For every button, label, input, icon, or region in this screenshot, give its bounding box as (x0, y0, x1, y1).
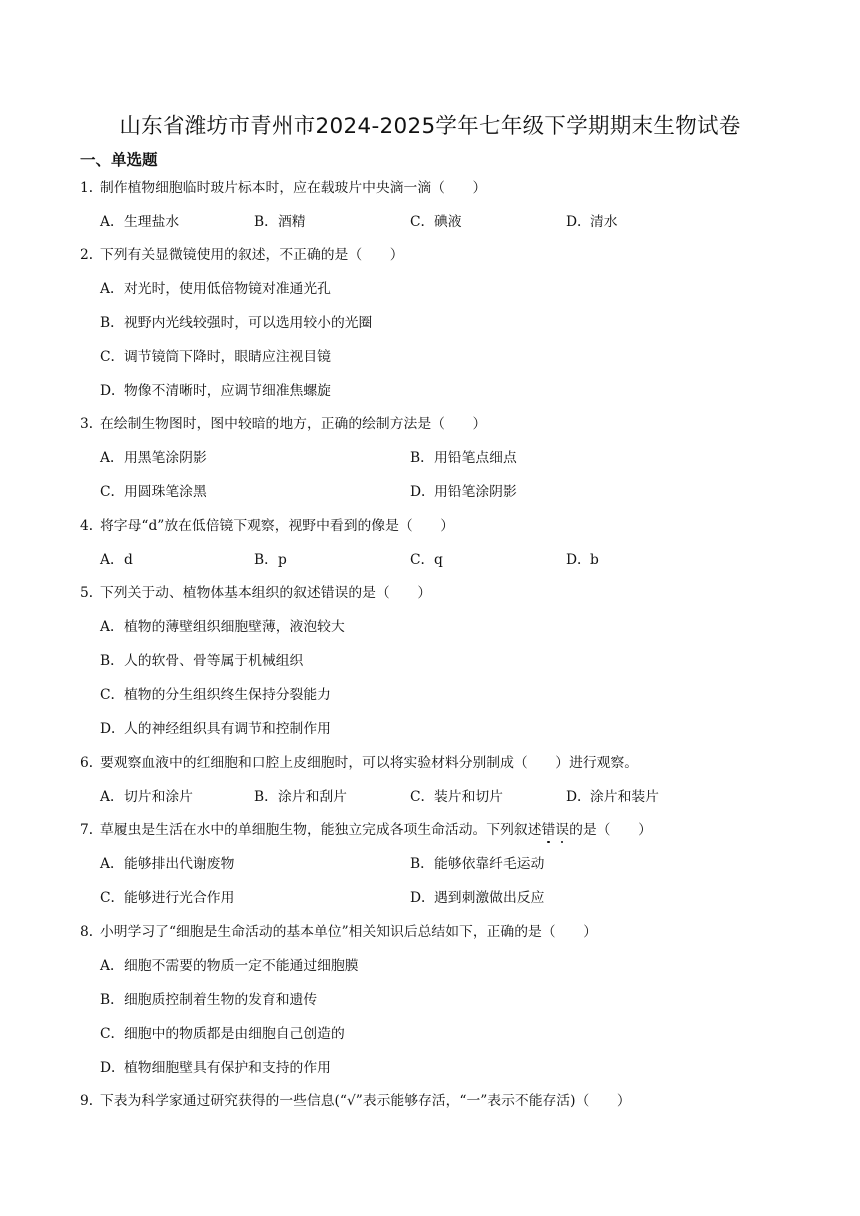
option-5b: B．人的软骨、骨等属于机械组织 (100, 653, 304, 669)
option-1a: A．生理盐水 (100, 214, 180, 230)
section-heading: 一、单选题 (80, 151, 158, 169)
question-4 (80, 515, 454, 537)
question-number: 5． (80, 585, 103, 601)
question-text: 制作植物细胞临时玻片标本时，应在载玻片中央滴一滴（ ） (100, 180, 487, 196)
question-number: 3． (80, 416, 103, 432)
option-3d: D．用铅笔涂阴影 (410, 484, 517, 500)
question-number: 2． (80, 247, 103, 263)
question-7 (80, 819, 652, 841)
option-4d: D．b (566, 552, 599, 568)
question-8 (80, 921, 597, 943)
question-text-end: 的是（ ） (569, 822, 652, 838)
question-number: 8． (80, 924, 103, 940)
question-text: 在绘制生物图时，图中较暗的地方，正确的绘制方法是（ ） (100, 416, 487, 432)
question-text: 将字母“d”放在低倍镜下观察，视野中看到的像是（ ） (100, 518, 455, 534)
option-4c: C．q (410, 552, 443, 568)
question-number: 6． (80, 755, 103, 771)
emphasis-char: 误 (555, 819, 569, 841)
option-2c: C．调节镜筒下降时，眼睛应注视目镜 (100, 349, 331, 365)
question-3 (80, 413, 486, 435)
option-5c: C．植物的分生组织终生保持分裂能力 (100, 687, 331, 703)
question-6 (80, 752, 638, 774)
option-4a: A．d (100, 552, 133, 568)
option-7a: A．能够排出代谢废物 (100, 856, 235, 872)
option-2d: D．物像不清晰时，应调节细准焦螺旋 (100, 383, 331, 399)
question-number: 1． (80, 180, 103, 196)
option-6a: A．切片和涂片 (100, 789, 193, 805)
question-text: 下列关于动、植物体基本组织的叙述错误的是（ ） (100, 585, 432, 601)
option-2b: B．视野内光线较强时，可以选用较小的光圈 (100, 315, 373, 331)
question-text: 下列有关显微镜使用的叙述，不正确的是（ ） (100, 247, 404, 263)
option-1d: D．清水 (566, 214, 618, 230)
option-3c: C．用圆珠笔涂黑 (100, 484, 207, 500)
option-2a: A．对光时，使用低倍物镜对准通光孔 (100, 281, 331, 297)
option-7d: D．遇到刺激做出反应 (410, 890, 545, 906)
question-number: 7． (80, 822, 103, 838)
option-6c: C．装片和切片 (410, 789, 503, 805)
option-3b: B．用铅笔点细点 (410, 450, 517, 466)
option-8c: C．细胞中的物质都是由细胞自己创造的 (100, 1026, 345, 1042)
question-text: 要观察血液中的红细胞和口腔上皮细胞时，可以将实验材料分别制成（ ）进行观察。 (100, 755, 639, 771)
emphasis-char: 错 (542, 819, 556, 841)
option-5a: A．植物的薄壁组织细胞壁薄，液泡较大 (100, 619, 345, 635)
option-8b: B．细胞质控制着生物的发育和遗传 (100, 992, 318, 1008)
option-1b: B．酒精 (254, 214, 306, 230)
option-1c: C．碘液 (410, 214, 462, 230)
option-5d: D．人的神经组织具有调节和控制作用 (100, 721, 331, 737)
option-6b: B．涂片和刮片 (254, 789, 347, 805)
question-text: 草履虫是生活在水中的单细胞生物，能独立完成各项生命活动。下列叙述 (100, 822, 542, 838)
question-9 (80, 1090, 631, 1112)
question-text: 下表为科学家通过研究获得的一些信息(“√”表示能够存活，“一”表示不能存活)（ ） (100, 1093, 631, 1109)
option-8a: A．细胞不需要的物质一定不能通过细胞膜 (100, 958, 359, 974)
exam-title: 山东省潍坊市青州市2024-2025学年七年级下学期期末生物试卷 (119, 114, 741, 139)
question-text: 小明学习了“细胞是生命活动的基本单位”相关知识后总结如下，正确的是（ ） (100, 924, 597, 940)
question-number: 9． (80, 1093, 103, 1109)
question-1 (80, 177, 486, 199)
question-number: 4． (80, 518, 103, 534)
option-7b: B．能够依靠纤毛运动 (410, 856, 545, 872)
option-8d: D．植物细胞壁具有保护和支持的作用 (100, 1060, 331, 1076)
option-4b: B．p (254, 552, 287, 568)
option-3a: A．用黑笔涂阴影 (100, 450, 207, 466)
option-6d: D．涂片和装片 (566, 789, 659, 805)
question-2 (80, 244, 404, 266)
question-5 (80, 582, 431, 604)
option-7c: C．能够进行光合作用 (100, 890, 235, 906)
